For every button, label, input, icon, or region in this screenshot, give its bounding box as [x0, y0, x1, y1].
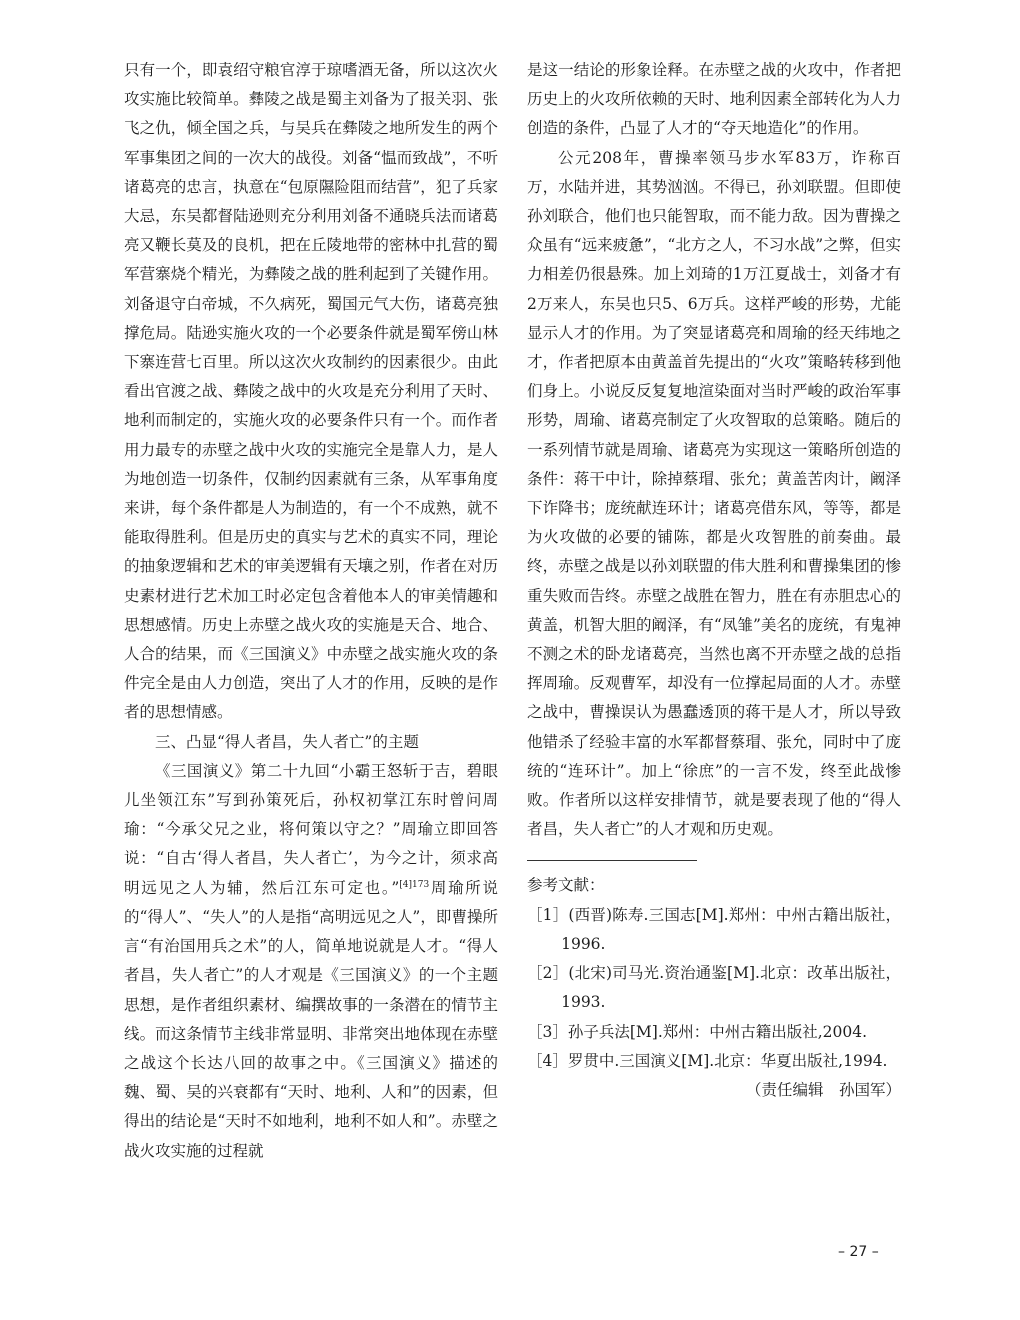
section-heading: 三、凸显“得人者昌，失人者亡”的主题 — [155, 732, 419, 751]
left-paragraph-2-part-1: 《三国演义》第二十九回“小霸王怒斩于吉，碧眼儿坐领江东”写到孙策死后，孙权初掌江东时曾问周瑜：“今承父兄之业，将何策以守之？”周瑜立即回答说：“自古‘得人者昌，失人者亡’，为今之计，须求高明远见之人为辅，然后江东可定也。” — [124, 761, 498, 897]
citation-superscript: [4]173 — [399, 879, 430, 890]
right-paragraph-1: 是这一结论的形象诠释。在赤壁之战的火攻中，作者把历史上的火攻所依赖的天时、地利因素全部转化为人力创造的条件，凸显了人才的“夺天地造化”的作用。 — [527, 61, 901, 138]
references-divider — [527, 860, 697, 861]
page-number: – 27 – — [838, 1244, 879, 1260]
reference-item-3: ［3］孙子兵法[M].郑州：中州古籍出版社,2004. — [527, 1022, 868, 1041]
left-paragraph-1: 只有一个，即袁绍守粮官淳于琼嗜酒无备，所以这次火攻实施比较简单。彝陵之战是蜀主刘备为了报关羽、张飞之仇，倾全国之兵，与吴兵在彝陵之地所发生的两个军事集团之间的一次大的战役。刘备“愠而致战”，不听诸葛亮的忠言，执意在“包原隰险阻而结营”，犯了兵家大忌，东吴都督陆逊则充分利用刘备不通晓兵法而诸葛亮又鞭长莫及的良机，把在丘陵地带的密林中扎营的蜀军营寨烧个精光，为彝陵之战的胜利起到了关键作用。刘备退守白帝城，不久病死，蜀国元气大伤，诸葛亮独撑危局。陆逊实施火攻的一个必要条件就是蜀军傍山林下寨连营七百里。所以这次火攻制约的因素很少。由此看出官渡之战、彝陵之战中的火攻是充分利用了天时、地利而制定的，实施火攻的必要条件只有一个。而作者用力最专的赤壁之战中火攻的实施完全是靠人力，是人为地创造一切条件，仅制约因素就有三条，从军事角度来讲，每个条件都是人为制造的，有一个不成熟，就不能取得胜利。但是历史的真实与艺术的真实不同，理论的抽象逻辑和艺术的审美逻辑有天壤之别，作者在对历史素材进行艺术加工时必定包含着他本人的审美情趣和思想感情。历史上赤壁之战火攻的实施是天合、地合、人合的结果，而《三国演义》中赤壁之战实施火攻的条件完全是由人力创造，突出了人才的作用，反映的是作者的思想情感。 — [124, 61, 498, 722]
right-column — [527, 56, 901, 1105]
left-paragraph-2-part-2: 周瑜所说的“得人”、“失人”的人是指“高明远见之人”，即曹操所言“有治国用兵之术”的人，简单地说就是人才。“得人者昌，失人者亡”的人才观是《三国演义》的一个主题思想，是作者组织素材、编撰故事的一条潜在的情节主线。而这条情节主线非常显明、非常突出地体现在赤壁之战这个长达八回的故事之中。《三国演义》描述的魏、蜀、吴的兴衰都有“天时、地利、人和”的因素，但得出的结论是“天时不如地利，地利不如人和”。赤壁之战火攻实施的过程就 — [124, 878, 498, 1160]
left-paragraph-2 — [124, 757, 498, 1166]
references-title: 参考文献： — [527, 876, 605, 895]
left-column — [124, 56, 498, 1166]
right-paragraph-2: 公元208年，曹操率领马步水军83万，诈称百万，水陆并进，其势汹汹。不得已，孙刘联盟。但即使孙刘联合，他们也只能智取，而不能力敌。因为曹操之众虽有“远来疲惫”，“北方之人，不习水战”之弊，但实力相差仍很悬殊。加上刘琦的1万江夏战士，刘备才有2万来人，东吴也只5、6万兵。这样严峻的形势，尤能显示人才的作用。为了突显诸葛亮和周瑜的经天纬地之才，作者把原本由黄盖首先提出的“火攻”策略转移到他们身上。小说反反复复地渲染面对当时严峻的政治军事形势，周瑜、诸葛亮制定了火攻智取的总策略。随后的一系列情节就是周瑜、诸葛亮为实现这一策略所创造的条件：蒋干中计，除掉蔡瑁、张允；黄盖苦肉计，阚泽下诈降书；庞统献连环计；诸葛亮借东风，等等，都是为火攻做的必要的铺陈，都是火攻智胜的前奏曲。最终，赤壁之战是以孙刘联盟的伟大胜利和曹操集团的惨重失败而告终。赤壁之战胜在智力，胜在有赤胆忠心的黄盖，机智大胆的阚泽，有“凤雏”美名的庞统，有鬼神不测之术的卧龙诸葛亮，当然也离不开赤壁之战的总指挥周瑜。反观曹军，却没有一位撑起局面的人才。赤壁之战中，曹操误认为愚蠢透顶的蒋干是人才，所以导致他错杀了经验丰富的水军都督蔡瑁、张允，同时中了庞统的“连环计”。加上“徐庶”的一言不发，终至此战惨败。作者所以这样安排情节，就是要表现了他的“得人者昌，失人者亡”的人才观和历史观。 — [527, 148, 901, 839]
reference-item-1: ［1］(西晋)陈寿.三国志[M].郑州：中州古籍出版社，1996. — [527, 905, 901, 953]
responsible-editor: （责任编辑 孙国军） — [745, 1080, 901, 1099]
reference-item-2: ［2］(北宋)司马光.资治通鉴[M].北京：改革出版社，1993. — [527, 964, 901, 1012]
reference-item-4: ［4］罗贯中.三国演义[M].北京：华夏出版社,1994. — [527, 1051, 888, 1070]
